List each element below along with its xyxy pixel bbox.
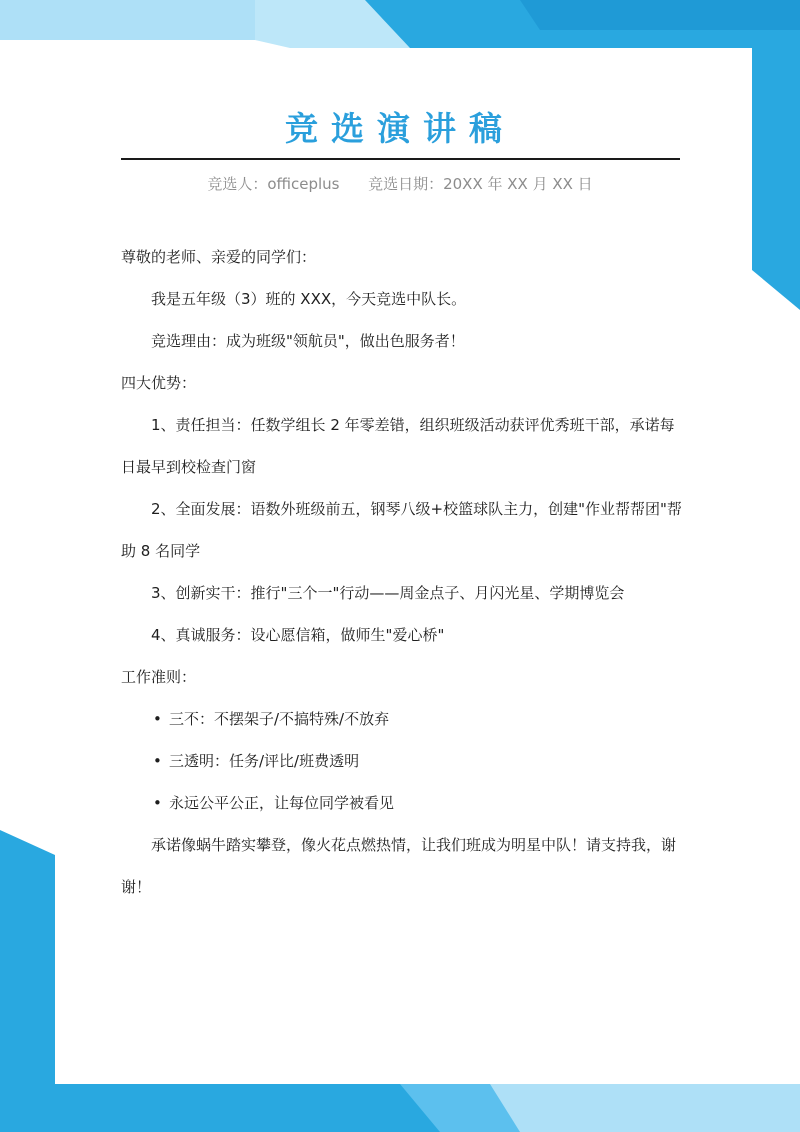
bottom-light-band <box>490 1084 800 1132</box>
greeting: 尊敬的老师、亲爱的同学们： <box>121 248 317 266</box>
principle-item <box>121 740 683 782</box>
advantage-item: 1、责任担当：任数学组长 2 年零差错，组织班级活动获评优秀班干部，承诺每日最早到校检查门窗 <box>121 416 675 476</box>
principle-item <box>121 698 683 740</box>
principle-item <box>121 782 683 824</box>
bullet-dot: • <box>153 794 162 812</box>
advantage-item: 2、全面发展：语数外班级前五，钢琴八级+校篮球队主力，创建"作业帮帮团"帮助 8 名同学 <box>121 500 682 560</box>
advantage-item: 3、创新实干：推行"三个一"行动——周金点子、月闪光星、学期博览会 <box>151 584 625 602</box>
bullet-dot: • <box>153 752 162 770</box>
principles-heading: 工作准则： <box>121 668 197 686</box>
closing-paragraph: 承诺像蜗牛踏实攀登，像火花点燃热情，让我们班成为明星中队！请支持我，谢谢！ <box>121 836 677 896</box>
intro-paragraph: 我是五年级（3）班的 XXX，今天竞选中队长。 <box>151 290 467 308</box>
advantages-heading: 四大优势： <box>121 374 197 392</box>
bullet-dot: • <box>153 710 162 728</box>
page-title: 竞选演讲稿 <box>285 109 515 148</box>
principle-text: 三不：不摆架子/不搞特殊/不放弃 <box>169 710 390 728</box>
principle-text: 永远公平公正，让每位同学被看见 <box>169 794 395 812</box>
bottom-dark-band <box>0 1084 445 1132</box>
title-divider <box>121 158 680 160</box>
speech-body <box>121 236 683 908</box>
reason-paragraph: 竞选理由：成为班级"领航员"，做出色服务者！ <box>151 332 465 350</box>
top-right-accent <box>520 0 800 30</box>
principle-text: 三透明：任务/评比/班费透明 <box>169 752 360 770</box>
advantage-item: 4、真诚服务：设心愿信箱，做师生"爱心桥" <box>151 626 445 644</box>
candidate-meta: 竞选人：officeplus 竞选日期：20XX 年 XX 月 XX 日 <box>207 175 593 193</box>
